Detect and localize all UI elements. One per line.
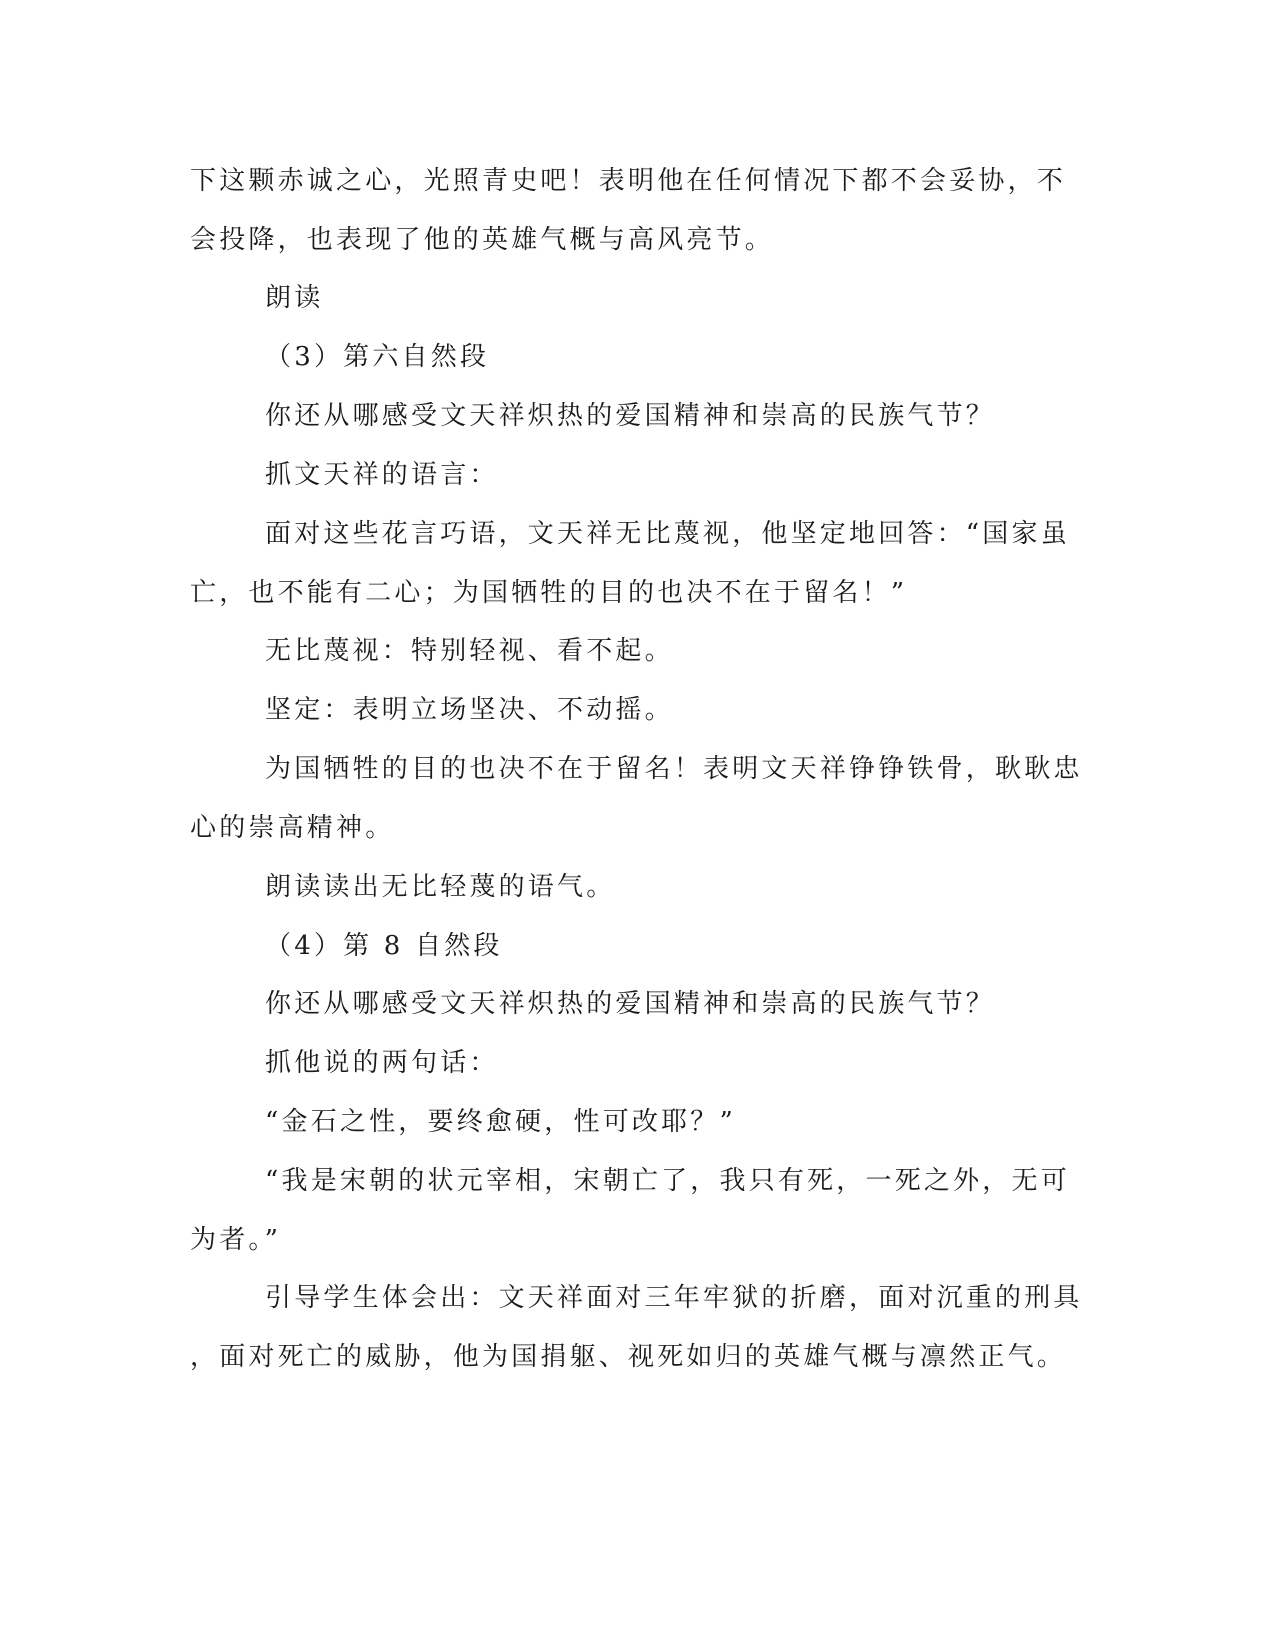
text-line: 为国牺牲的目的也决不在于留名！表明文天祥铮铮铁骨，耿耿忠 — [265, 754, 1083, 784]
quote-line: 为者。” — [190, 1225, 282, 1255]
text-line: 朗读读出无比轻蔑的语气。 — [265, 872, 616, 902]
text-line: 面对这些花言巧语，文天祥无比蔑视，他坚定地回答：“国家虽 — [265, 519, 1070, 549]
text-line: 抓他说的两句话： — [265, 1048, 499, 1078]
section-heading: （4）第 8 自然段 — [265, 931, 503, 961]
text-line: 会投降，也表现了他的英雄气概与高风亮节。 — [190, 225, 775, 255]
text-line: 下这颗赤诚之心，光照青史吧！表明他在任何情况下都不会妥协，不 — [190, 166, 1067, 196]
text-line: 亡，也不能有二心；为国牺牲的目的也决不在于留名！” — [190, 578, 908, 608]
quote-line: “我是宋朝的状元宰相，宋朝亡了，我只有死，一死之外，无可 — [265, 1166, 1070, 1196]
text-line: 朗读 — [265, 283, 324, 313]
text-line: 心的崇高精神。 — [190, 813, 395, 843]
text-line: 坚定：表明立场坚决、不动摇。 — [265, 695, 674, 725]
text-line: 你还从哪感受文天祥炽热的爱国精神和崇高的民族气节？ — [265, 401, 996, 431]
text-line: ，面对死亡的威胁，他为国捐躯、视死如归的英雄气概与凛然正气。 — [190, 1342, 1067, 1372]
text-line: 抓文天祥的语言： — [265, 460, 499, 490]
text-line: 引导学生体会出：文天祥面对三年牢狱的折磨，面对沉重的刑具 — [265, 1283, 1083, 1313]
text-line: 无比蔑视：特别轻视、看不起。 — [265, 636, 674, 666]
section-heading: （3）第六自然段 — [265, 342, 490, 372]
quote-line: “金石之性，要终愈硬，性可改耶？” — [265, 1107, 736, 1137]
text-line: 你还从哪感受文天祥炽热的爱国精神和崇高的民族气节？ — [265, 989, 996, 1019]
